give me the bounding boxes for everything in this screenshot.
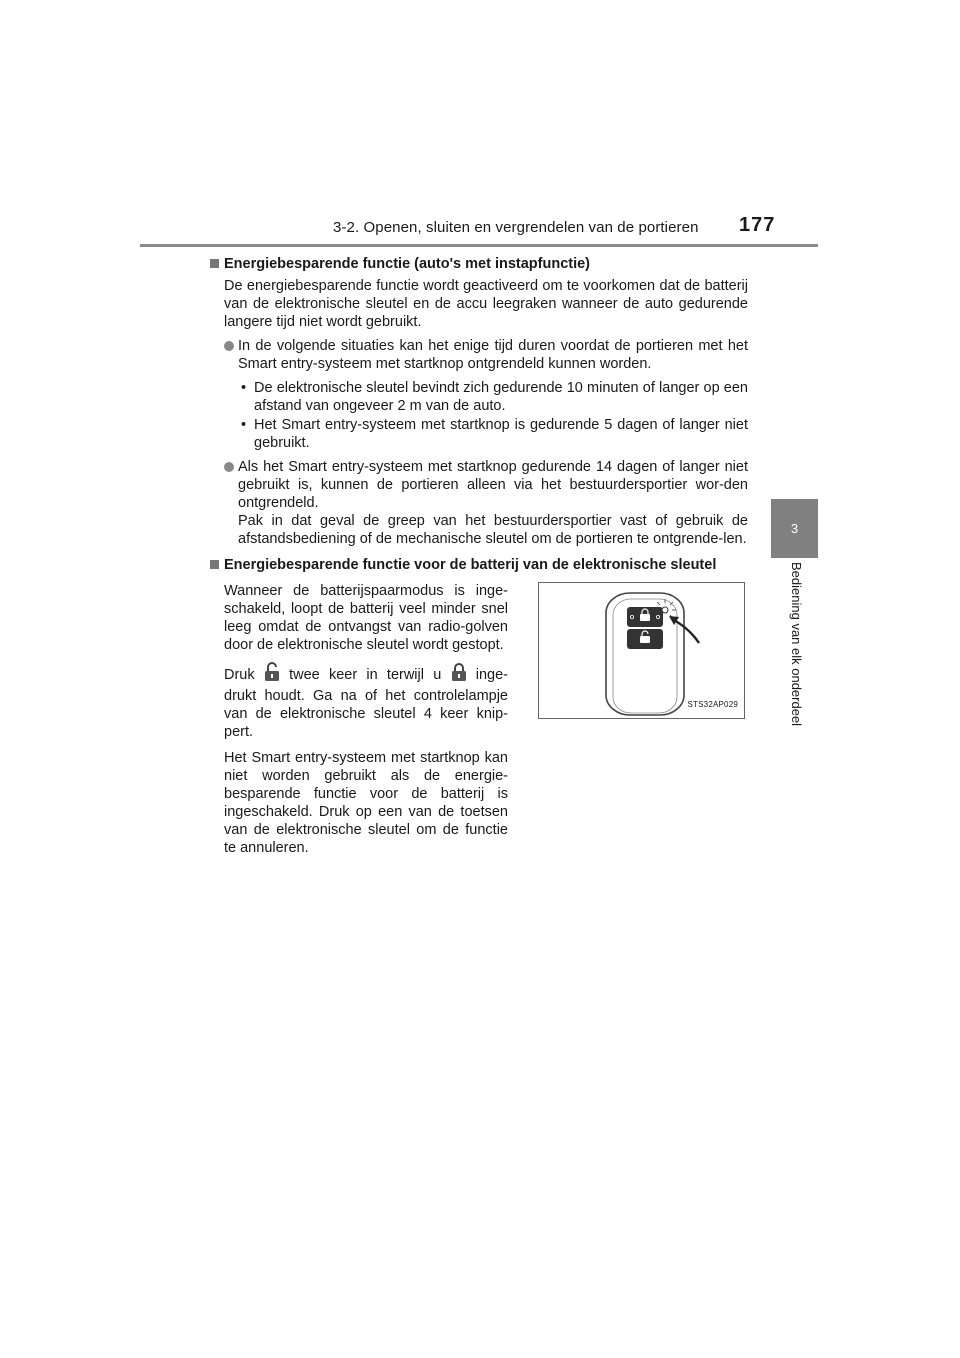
unlock-icon xyxy=(264,662,280,687)
key-battery-section xyxy=(224,582,748,857)
bullet-item: Als het Smart entry-systeem met startknop gedurende 14 dagen of langer niet gebruikt is, kunnen de portieren alleen via het bestuurdersportier wor-den ontgrendeld. Pak in dat geval de greep van het bestuurdersportier vast of gebruik de afstandsbediening of de mechanische sleutel om de portieren te ontgrende-len. xyxy=(224,458,748,548)
bullet-item: In de volgende situaties kan het enige tijd duren voordat de portieren met het Smart entry-systeem met startknop ontgrendeld kunnen worden. xyxy=(224,337,748,373)
section-intro: De energiebesparende functie wordt geactiveerd om te voorkomen dat de batterij van de elektronische sleutel en de accu leegraken wanneer de auto gedurende langere tijd niet wordt gebruikt. xyxy=(224,278,748,330)
cancel-paragraph: Het Smart entry-systeem met startknop kan niet worden gebruikt als de energie-besparende functie voor de batterij is ingeschakeld. Druk op een van de toetsen van de elektronische sleutel om de functie te annuleren. xyxy=(224,750,508,856)
smart-key-figure xyxy=(538,582,745,719)
section-header: 3-2. Openen, sluiten en vergrendelen van de portieren xyxy=(333,219,699,236)
chapter-tab xyxy=(771,499,818,558)
chapter-label: Bediening van elk onderdeel xyxy=(789,562,804,727)
section-title-energy-saving: Energiebesparende functie (auto's met instapfunctie) xyxy=(210,255,748,273)
header-divider xyxy=(140,244,818,247)
lock-icon xyxy=(451,662,467,687)
dot-marker-icon: • xyxy=(241,380,247,396)
dot-marker-icon: • xyxy=(241,417,247,433)
sub-bullet-item: • De elektronische sleutel bevindt zich gedurende 10 minuten of langer op een afstand van ongeveer 2 m van de auto. xyxy=(241,380,748,414)
circle-bullet-icon xyxy=(224,462,234,472)
square-bullet-icon xyxy=(210,259,219,268)
page-number: 177 xyxy=(739,214,776,236)
chapter-number: 3 xyxy=(790,521,799,536)
square-bullet-icon xyxy=(210,560,219,569)
figure-code: STS32AP029 xyxy=(687,700,738,709)
battery-mode-paragraph: Wanneer de batterijspaarmodus is inge-schakeld, loopt de batterij veel minder snel leeg omdat de ontvangst van radio-golven door de elektronische sleutel wordt gestopt. xyxy=(224,583,508,653)
key-battery-text xyxy=(224,582,508,857)
sub-bullet-item: • Het Smart entry-systeem met startknop is gedurende 5 dagen of langer niet gebruikt. xyxy=(241,417,748,451)
section-title-key-battery: Energiebesparende functie voor de batterij van de elektronische sleutel xyxy=(210,556,748,574)
page-content xyxy=(210,255,748,865)
chapter-side-label xyxy=(786,562,804,752)
circle-bullet-icon xyxy=(224,341,234,351)
press-instruction: Druk twee keer in terwijl u inge- drukt houdt. Ga na of het controlelampje van de elektronische sleutel 4 keer knip-pert. xyxy=(224,662,508,741)
